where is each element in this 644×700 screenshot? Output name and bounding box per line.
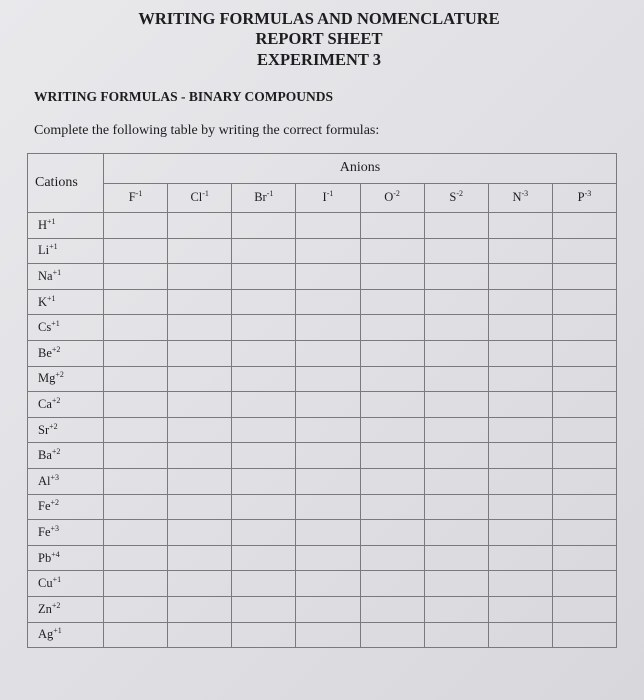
cation-symbol: Be <box>38 345 52 360</box>
formula-cell[interactable] <box>360 520 424 546</box>
cation-charge: +3 <box>50 523 60 533</box>
cation-symbol: Ag <box>38 627 54 642</box>
formula-cell[interactable] <box>424 596 488 622</box>
table-row <box>28 417 617 443</box>
section-title: WRITING FORMULAS - BINARY COMPOUNDS <box>34 89 334 104</box>
cation-charge: +1 <box>52 267 62 277</box>
anion-charge: -3 <box>521 189 529 199</box>
formula-cell[interactable] <box>296 571 360 597</box>
formula-cell[interactable] <box>552 213 616 239</box>
table-row <box>28 545 617 571</box>
cation-charge: +1 <box>47 216 56 226</box>
formula-cell[interactable] <box>168 392 232 418</box>
cation-label <box>28 392 104 418</box>
formula-cell[interactable] <box>232 494 296 520</box>
cations-header: Cations <box>28 154 104 213</box>
formula-cell[interactable] <box>104 622 168 648</box>
table-row <box>28 571 617 597</box>
formula-cell[interactable] <box>552 366 616 392</box>
formula-cell[interactable] <box>488 520 552 546</box>
formula-cell[interactable] <box>168 596 232 622</box>
cation-charge: +2 <box>51 446 61 456</box>
formula-cell[interactable] <box>168 520 232 546</box>
report-header <box>0 0 641 80</box>
formula-cell[interactable] <box>360 340 424 366</box>
formula-cell[interactable] <box>168 289 232 315</box>
formula-cell[interactable] <box>360 238 424 264</box>
formula-cell[interactable] <box>424 340 488 366</box>
formula-cell[interactable] <box>232 238 296 264</box>
table-row <box>28 622 617 648</box>
formula-cell[interactable] <box>168 366 232 392</box>
formula-cell[interactable] <box>296 520 360 546</box>
table-row <box>28 596 617 622</box>
cation-label <box>28 340 104 366</box>
formula-cell[interactable] <box>232 468 296 494</box>
anion-charge: -1 <box>135 189 143 199</box>
formula-cell[interactable] <box>168 622 232 648</box>
formula-cell[interactable] <box>488 366 552 392</box>
formula-cell[interactable] <box>296 494 360 520</box>
cation-symbol: Cu <box>38 576 53 591</box>
cation-charge: +1 <box>47 293 56 303</box>
cation-symbol: Cs <box>38 320 52 335</box>
formula-cell[interactable] <box>360 622 424 648</box>
anion-header-n <box>488 183 552 213</box>
table-row <box>28 213 617 239</box>
cation-charge: +2 <box>49 421 58 431</box>
formula-cell[interactable] <box>360 417 424 443</box>
formula-cell[interactable] <box>552 520 616 546</box>
anion-symbol: Br <box>254 190 267 205</box>
cation-label <box>28 315 104 341</box>
cation-label <box>28 520 104 546</box>
formula-cell[interactable] <box>488 596 552 622</box>
formula-cell[interactable] <box>424 443 488 469</box>
anion-charge: -3 <box>584 189 592 199</box>
formula-cell[interactable] <box>488 443 552 469</box>
formula-cell[interactable] <box>296 545 360 571</box>
formula-cell[interactable] <box>232 213 296 239</box>
cation-label <box>28 213 104 239</box>
anion-symbol: F <box>128 190 136 205</box>
formula-cell[interactable] <box>232 392 296 418</box>
formula-cell[interactable] <box>296 289 360 315</box>
formula-cell[interactable] <box>488 417 552 443</box>
formula-cell[interactable] <box>168 340 232 366</box>
formula-cell[interactable] <box>424 417 488 443</box>
formula-cell[interactable] <box>232 520 296 546</box>
formula-cell[interactable] <box>104 238 168 264</box>
anion-symbol: P <box>577 190 585 205</box>
cation-symbol: Sr <box>38 422 50 437</box>
table-row <box>28 520 617 546</box>
formula-cell[interactable] <box>232 340 296 366</box>
formula-cell[interactable] <box>360 366 424 392</box>
cation-charge: +3 <box>50 472 60 482</box>
cation-label <box>28 571 104 597</box>
formula-cell[interactable] <box>424 494 488 520</box>
cation-symbol: Fe <box>38 499 51 514</box>
formula-cell[interactable] <box>488 264 552 290</box>
formula-cell[interactable] <box>552 596 616 622</box>
formula-cell[interactable] <box>104 596 168 622</box>
anion-header-f <box>104 183 168 213</box>
formula-cell[interactable] <box>552 238 616 264</box>
cation-label <box>28 468 104 494</box>
formula-cell[interactable] <box>232 289 296 315</box>
formula-cell[interactable] <box>424 622 488 648</box>
experiment-label: EXPERIMENT 3 <box>257 50 381 69</box>
formula-cell[interactable] <box>168 238 232 264</box>
table-row <box>28 468 617 494</box>
formula-cell[interactable] <box>104 366 168 392</box>
formula-cell[interactable] <box>168 264 232 290</box>
formula-cell[interactable] <box>488 289 552 315</box>
table-row <box>28 264 617 290</box>
cation-label <box>28 366 104 392</box>
instructions-text: Complete the following table by writing the correct formulas: <box>34 123 380 138</box>
formula-cell[interactable] <box>488 571 552 597</box>
formula-cell[interactable] <box>488 392 552 418</box>
cation-charge: +1 <box>52 574 62 584</box>
formula-cell[interactable] <box>104 340 168 366</box>
formula-cell[interactable] <box>488 622 552 648</box>
formula-cell[interactable] <box>104 315 168 341</box>
anion-header-p <box>552 183 616 213</box>
formula-cell[interactable] <box>168 443 232 469</box>
formula-cell[interactable] <box>360 596 424 622</box>
formula-cell[interactable] <box>552 443 616 469</box>
formula-cell[interactable] <box>424 289 488 315</box>
cation-charge: +4 <box>51 549 60 559</box>
cation-symbol: Mg <box>38 371 56 386</box>
formula-cell[interactable] <box>104 213 168 239</box>
table-row <box>28 315 617 341</box>
anion-header-br <box>232 183 296 213</box>
cation-label <box>28 238 104 264</box>
formula-cell[interactable] <box>232 443 296 469</box>
formula-cell[interactable] <box>424 520 488 546</box>
cation-symbol: K <box>38 294 48 309</box>
formula-cell[interactable] <box>104 545 168 571</box>
document-title: WRITING FORMULAS AND NOMENCLATURE <box>138 9 500 28</box>
formula-table <box>27 153 617 648</box>
formula-cell[interactable] <box>552 264 616 290</box>
table-row <box>28 366 617 392</box>
cation-label <box>28 289 104 315</box>
formula-cell[interactable] <box>360 468 424 494</box>
cation-symbol: Na <box>38 268 53 283</box>
anions-header: Anions <box>104 154 617 184</box>
cation-label <box>28 494 104 520</box>
cation-symbol: Pb <box>38 550 52 565</box>
table-row <box>28 289 617 315</box>
anion-charge: -1 <box>326 189 334 199</box>
formula-cell[interactable] <box>424 238 488 264</box>
anion-symbol: N <box>512 190 522 205</box>
formula-cell[interactable] <box>168 545 232 571</box>
formula-cell[interactable] <box>360 392 424 418</box>
table-row <box>28 494 617 520</box>
formula-cell[interactable] <box>360 315 424 341</box>
formula-cell[interactable] <box>168 468 232 494</box>
formula-cell[interactable] <box>552 571 616 597</box>
cation-charge: +2 <box>55 370 64 380</box>
cation-charge: +2 <box>51 395 61 405</box>
anion-symbol: S <box>449 190 457 205</box>
table-body <box>28 213 617 648</box>
table-header-row <box>28 154 617 184</box>
cation-symbol: Ba <box>38 448 52 463</box>
cation-charge: +2 <box>50 498 60 508</box>
formula-cell[interactable] <box>424 468 488 494</box>
formula-cell[interactable] <box>232 366 296 392</box>
formula-cell[interactable] <box>168 213 232 239</box>
formula-cell[interactable] <box>424 315 488 341</box>
formula-cell[interactable] <box>424 213 488 239</box>
formula-cell[interactable] <box>552 494 616 520</box>
formula-cell[interactable] <box>488 315 552 341</box>
formula-cell[interactable] <box>296 340 360 366</box>
anion-symbol: Cl <box>190 190 203 205</box>
cation-charge: +1 <box>51 319 60 329</box>
formula-cell[interactable] <box>296 366 360 392</box>
formula-cell[interactable] <box>552 315 616 341</box>
cation-symbol: Li <box>38 243 50 258</box>
anion-charge: -1 <box>266 189 274 199</box>
cation-symbol: Fe <box>38 524 51 539</box>
formula-cell[interactable] <box>424 264 488 290</box>
cation-charge: +1 <box>49 242 58 252</box>
formula-cell[interactable] <box>104 468 168 494</box>
formula-cell[interactable] <box>552 289 616 315</box>
table-row <box>28 340 617 366</box>
cation-symbol: Al <box>38 473 51 488</box>
formula-cell[interactable] <box>488 213 552 239</box>
anion-symbol: I <box>322 190 327 205</box>
formula-cell[interactable] <box>360 264 424 290</box>
formula-cell[interactable] <box>552 468 616 494</box>
table-row <box>28 238 617 264</box>
formula-cell[interactable] <box>488 494 552 520</box>
formula-cell[interactable] <box>296 622 360 648</box>
formula-cell[interactable] <box>296 315 360 341</box>
formula-cell[interactable] <box>296 213 360 239</box>
formula-cell[interactable] <box>168 571 232 597</box>
anion-charge: -2 <box>393 189 400 199</box>
formula-cell[interactable] <box>488 238 552 264</box>
formula-cell[interactable] <box>232 596 296 622</box>
formula-cell[interactable] <box>360 494 424 520</box>
formula-cell[interactable] <box>552 340 616 366</box>
formula-cell[interactable] <box>104 264 168 290</box>
anion-header-o <box>360 183 424 213</box>
anion-header-i <box>296 183 360 213</box>
cation-label <box>28 443 104 469</box>
cation-label <box>28 622 104 648</box>
formula-cell[interactable] <box>232 545 296 571</box>
anion-header-s <box>424 183 488 213</box>
formula-cell[interactable] <box>168 494 232 520</box>
cation-symbol: Zn <box>38 601 52 616</box>
formula-cell[interactable] <box>104 289 168 315</box>
formula-cell[interactable] <box>232 417 296 443</box>
formula-cell[interactable] <box>424 545 488 571</box>
formula-cell[interactable] <box>104 392 168 418</box>
formula-cell[interactable] <box>296 264 360 290</box>
formula-cell[interactable] <box>552 622 616 648</box>
formula-cell[interactable] <box>552 417 616 443</box>
anion-symbol: O <box>384 190 394 205</box>
formula-cell[interactable] <box>488 468 552 494</box>
cation-symbol: Ca <box>38 396 52 411</box>
table-row <box>28 392 617 418</box>
cation-charge: +1 <box>53 626 62 636</box>
formula-cell[interactable] <box>552 545 616 571</box>
formula-cell[interactable] <box>424 571 488 597</box>
cation-label <box>28 264 104 290</box>
formula-cell[interactable] <box>232 264 296 290</box>
formula-cell[interactable] <box>360 289 424 315</box>
formula-cell[interactable] <box>296 392 360 418</box>
anion-charge: -1 <box>202 189 209 199</box>
formula-cell[interactable] <box>424 366 488 392</box>
formula-cell[interactable] <box>296 443 360 469</box>
table-row <box>28 443 617 469</box>
report-sheet-label: REPORT SHEET <box>255 29 383 48</box>
formula-cell[interactable] <box>232 315 296 341</box>
formula-cell[interactable] <box>296 238 360 264</box>
formula-cell[interactable] <box>360 545 424 571</box>
formula-cell[interactable] <box>360 443 424 469</box>
cation-label <box>28 417 104 443</box>
formula-cell[interactable] <box>104 520 168 546</box>
formula-cell[interactable] <box>360 213 424 239</box>
formula-cell[interactable] <box>104 571 168 597</box>
formula-cell[interactable] <box>104 494 168 520</box>
formula-cell[interactable] <box>360 571 424 597</box>
formula-cell[interactable] <box>424 392 488 418</box>
cation-label <box>28 596 104 622</box>
formula-cell[interactable] <box>552 392 616 418</box>
formula-cell[interactable] <box>296 468 360 494</box>
formula-cell[interactable] <box>104 443 168 469</box>
cation-label <box>28 545 104 571</box>
cation-symbol: H <box>38 217 48 232</box>
formula-cell[interactable] <box>296 596 360 622</box>
formula-cell[interactable] <box>104 417 168 443</box>
formula-cell[interactable] <box>232 622 296 648</box>
formula-cell[interactable] <box>232 571 296 597</box>
formula-cell[interactable] <box>168 315 232 341</box>
cation-charge: +2 <box>51 600 61 610</box>
formula-cell[interactable] <box>296 417 360 443</box>
anion-charge: -2 <box>456 189 463 199</box>
formula-cell[interactable] <box>488 340 552 366</box>
formula-cell[interactable] <box>168 417 232 443</box>
formula-cell[interactable] <box>488 545 552 571</box>
anion-header-row <box>28 183 617 213</box>
cation-charge: +2 <box>51 344 61 354</box>
anion-header-cl <box>168 183 232 213</box>
